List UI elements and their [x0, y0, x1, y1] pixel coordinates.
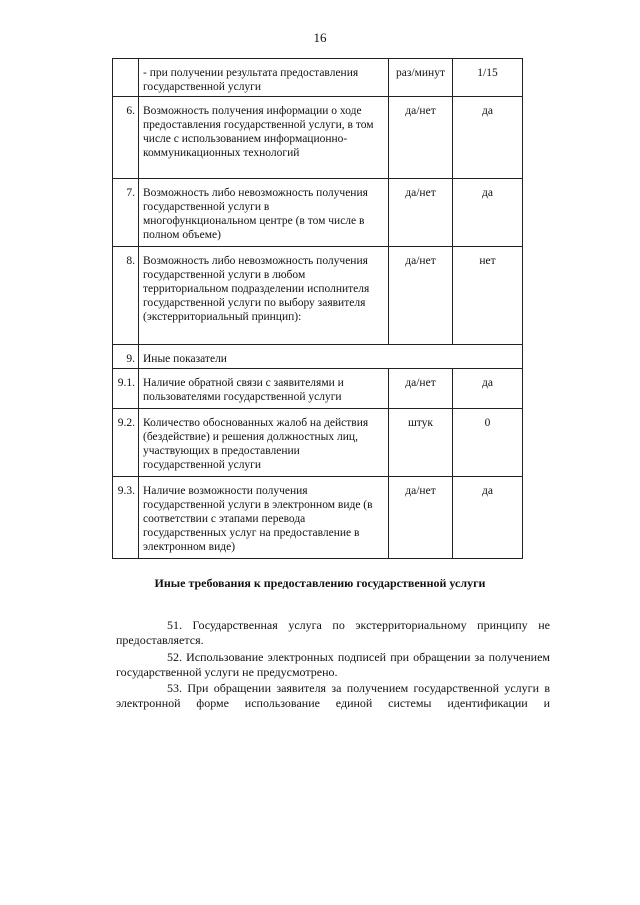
row-description: Возможность получения информации о ходе предоставления государственной услуги, в том числе с использованием информационно-коммуникационных технологий — [139, 97, 389, 179]
row-number: 7. — [113, 179, 139, 247]
paragraph-51: 51. Государственная услуга по экстерриториальному принципу не предоставляется. — [116, 618, 550, 647]
row-unit: да/нет — [389, 97, 453, 179]
paragraph-53: 53. При обращении заявителя за получением государственной услуги в электронной форме использование единой системы идентификации и — [116, 681, 550, 710]
row-value: да — [453, 369, 523, 409]
row-unit: раз/минут — [389, 59, 453, 97]
row-number: 8. — [113, 247, 139, 345]
row-unit: да/нет — [389, 369, 453, 409]
row-description: Наличие возможности получения государственной услуги в электронном виде (в соответствии с этапами перевода государственных услуг на предоставление в электронном виде) — [139, 477, 389, 559]
table-row — [113, 179, 523, 247]
row-value: да — [453, 477, 523, 559]
table-row — [113, 477, 523, 559]
row-value: 0 — [453, 409, 523, 477]
row-number: 9.2. — [113, 409, 139, 477]
row-unit: штук — [389, 409, 453, 477]
row-number: 9.1. — [113, 369, 139, 409]
row-unit: да/нет — [389, 477, 453, 559]
row-description: Количество обоснованных жалоб на действия (бездействие) и решения должностных лиц, участвующих в предоставлении государственной услуги — [139, 409, 389, 477]
row-number: 6. — [113, 97, 139, 179]
table-row — [113, 97, 523, 179]
indicators-table — [112, 58, 523, 559]
table-row — [113, 59, 523, 97]
row-value: нет — [453, 247, 523, 345]
paragraph-52: 52. Использование электронных подписей при обращении за получением государственной услуги не предусмотрено. — [116, 650, 550, 679]
table-row — [113, 409, 523, 477]
table-row — [113, 369, 523, 409]
row-description: Иные показатели — [139, 345, 523, 369]
row-description: - при получении результата предоставления государственной услуги — [139, 59, 389, 97]
row-value: да — [453, 97, 523, 179]
row-unit: да/нет — [389, 247, 453, 345]
table-row — [113, 345, 523, 369]
row-number: 9.3. — [113, 477, 139, 559]
page-number: 16 — [313, 30, 327, 45]
row-unit: да/нет — [389, 179, 453, 247]
row-description: Наличие обратной связи с заявителями и пользователями государственной услуги — [139, 369, 389, 409]
row-description: Возможность либо невозможность получения государственной услуги в любом территориальном подразделении исполнителя государственной услуги по выбору заявителя (экстерриториальный принцип): — [139, 247, 389, 345]
row-number: 9. — [113, 345, 139, 369]
row-value: 1/15 — [453, 59, 523, 97]
section-heading: Иные требования к предоставлению государственной услуги — [154, 576, 486, 590]
row-value: да — [453, 179, 523, 247]
row-number — [113, 59, 139, 97]
table-row — [113, 247, 523, 345]
row-description: Возможность либо невозможность получения государственной услуги в многофункциональном центре (в том числе в полном объеме) — [139, 179, 389, 247]
